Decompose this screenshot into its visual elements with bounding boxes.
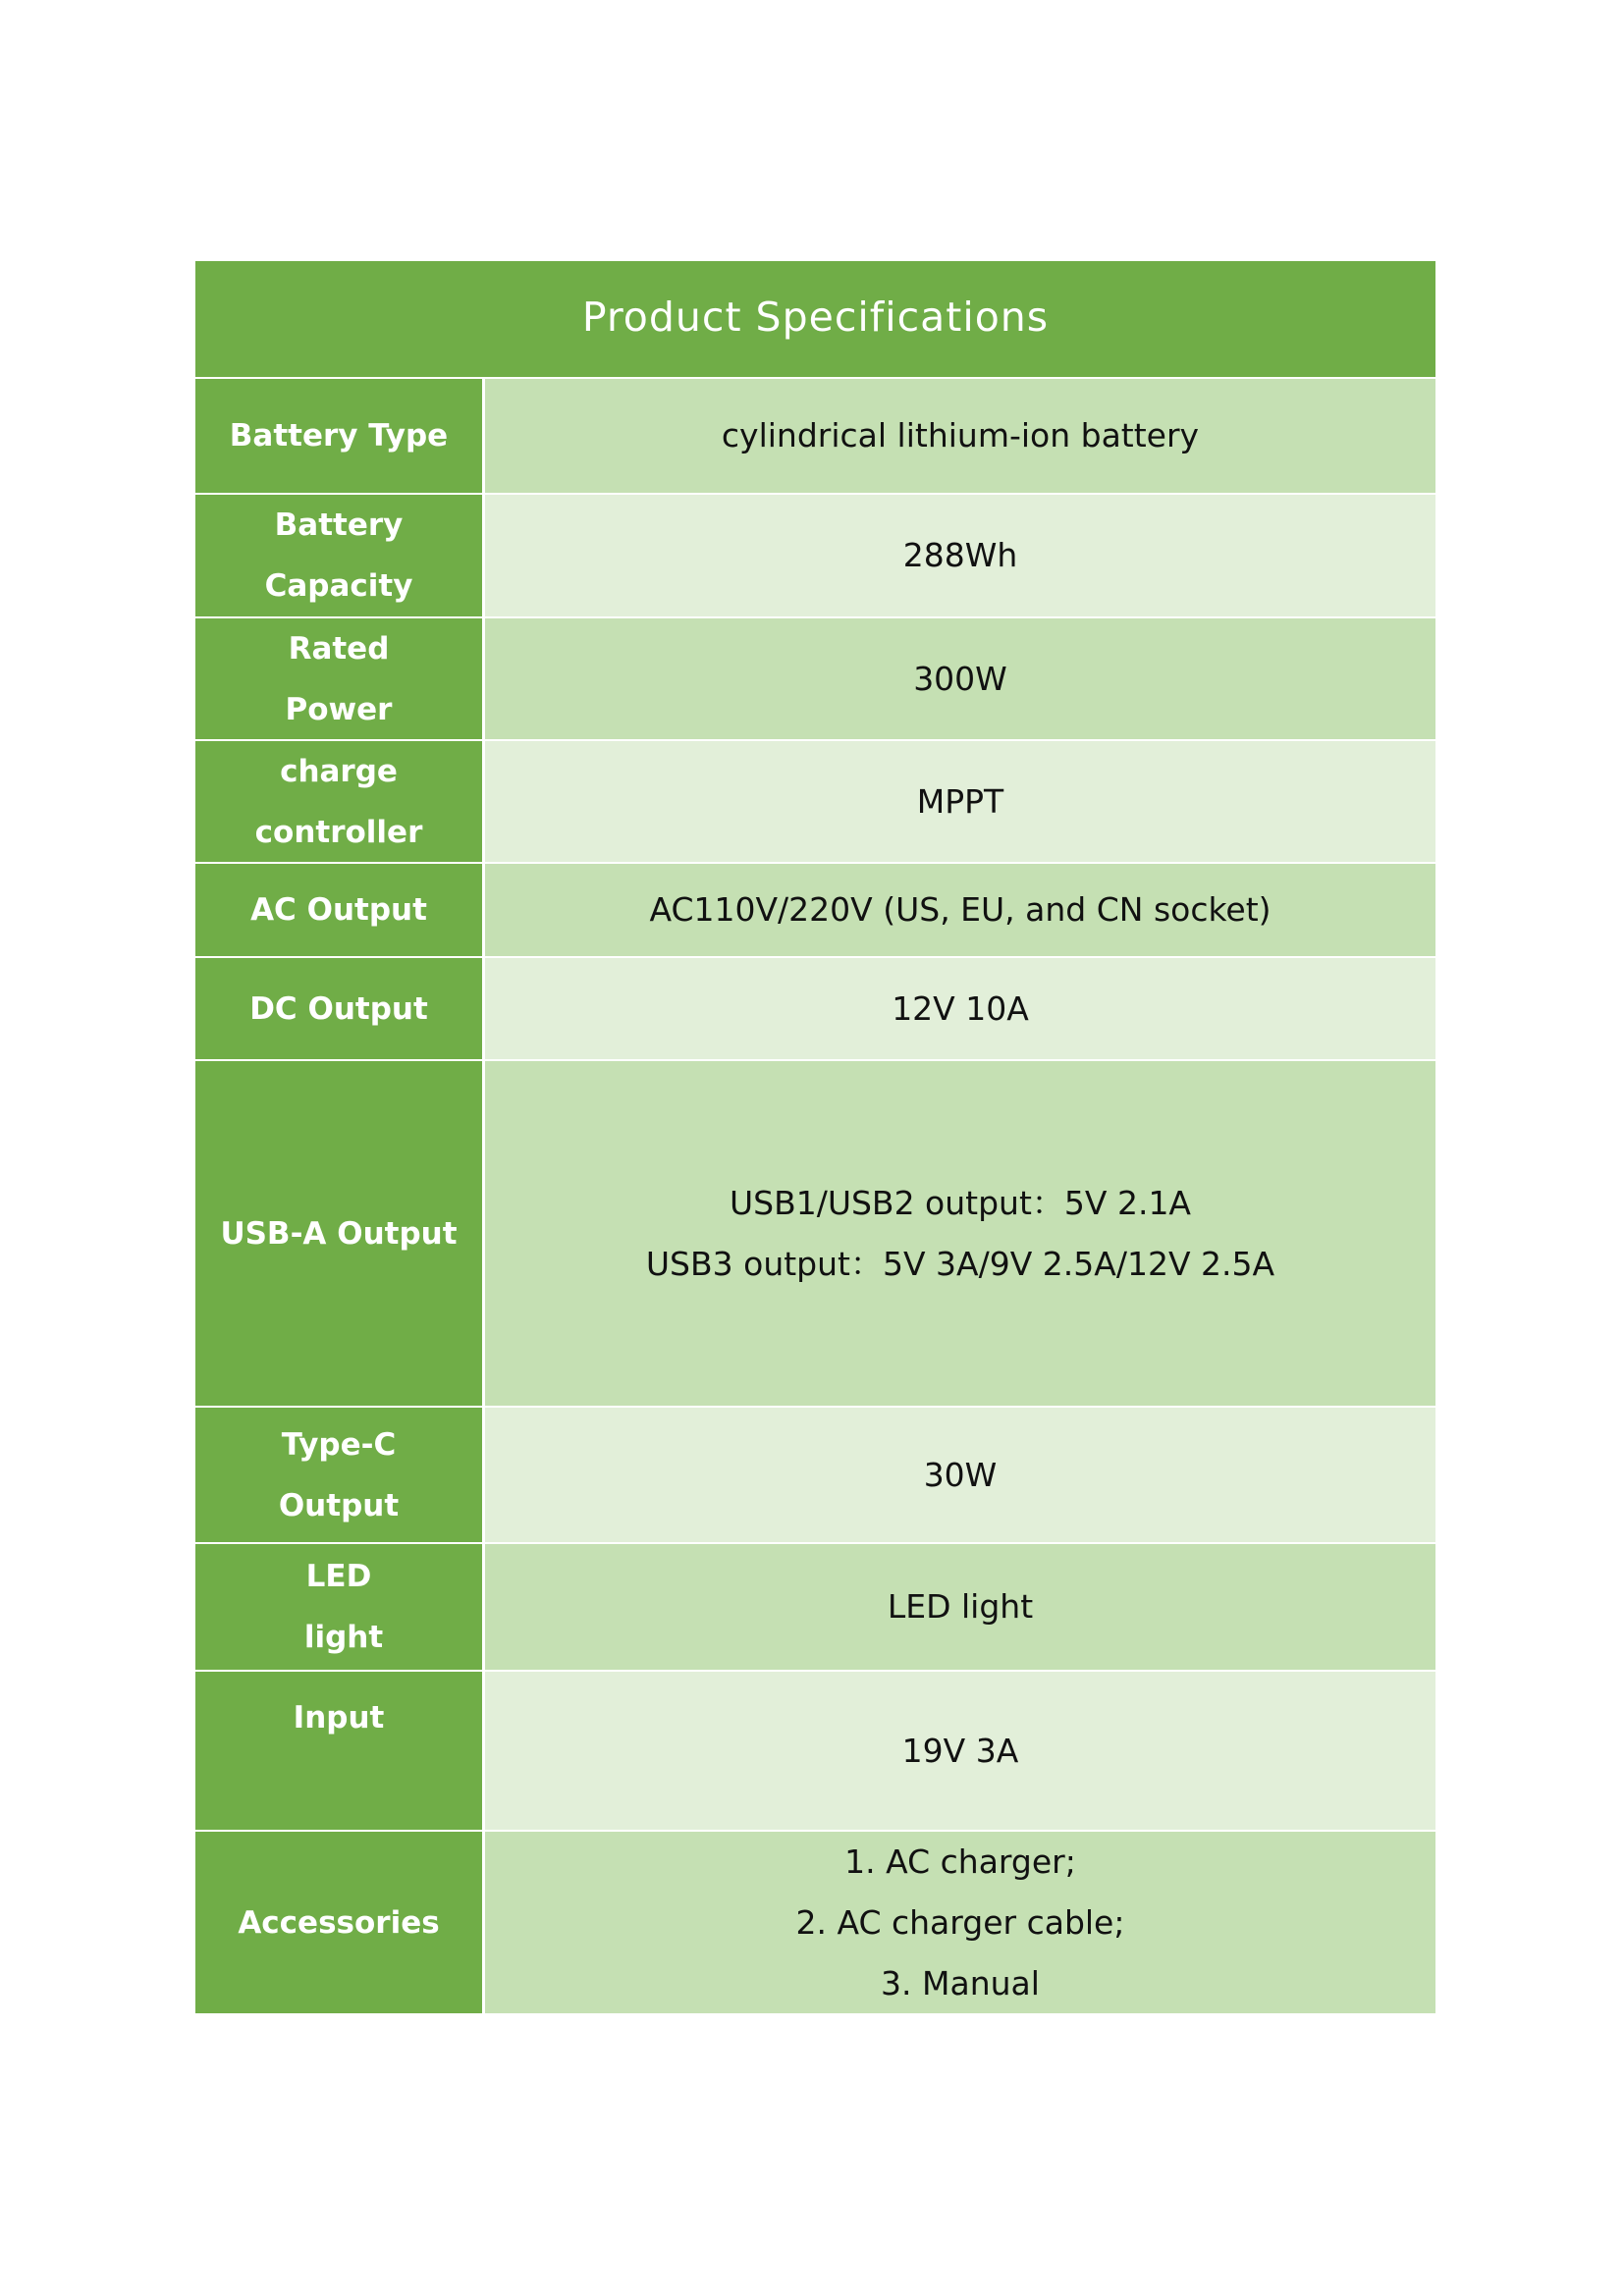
- label-line: Battery Type: [229, 418, 449, 454]
- spec-label-input: [195, 1672, 482, 1830]
- label-line: Rated: [288, 630, 390, 667]
- product-specifications-table: [195, 261, 1435, 2013]
- value-line: USB3 output：5V 3A/9V 2.5A/12V 2.5A: [645, 1244, 1275, 1283]
- value-line: 19V 3A: [901, 1731, 1019, 1770]
- label-line: AC Output: [250, 892, 427, 928]
- label-line: charge: [280, 753, 398, 789]
- spec-value-battery-type: [485, 379, 1435, 493]
- spec-value-input: [485, 1672, 1435, 1830]
- table-title: Product Specifications: [195, 261, 1435, 377]
- spec-label-charge-controller: [195, 741, 482, 862]
- spec-value-rated-power: [485, 618, 1435, 739]
- value-line: 2. AC charger cable;: [795, 1902, 1125, 1942]
- label-line: DC Output: [249, 990, 428, 1027]
- spec-label-usb-a-output: [195, 1061, 482, 1406]
- label-line: LED: [305, 1559, 372, 1594]
- value-line: USB1/USB2 output：5V 2.1A: [729, 1183, 1192, 1222]
- label-line: Capacity: [264, 568, 413, 604]
- spec-label-rated-power: [195, 618, 482, 739]
- value-line: 12V 10A: [892, 988, 1029, 1028]
- spec-label-led-light: [195, 1544, 482, 1670]
- spec-label-battery-type: [195, 379, 482, 493]
- spec-value-charge-controller: [485, 741, 1435, 862]
- spec-value-ac-output: [485, 864, 1435, 956]
- label-line: Input: [293, 1700, 385, 1735]
- label-line: Output: [278, 1487, 400, 1523]
- label-line: Accessories: [238, 1904, 440, 1941]
- spec-value-led-light: [485, 1544, 1435, 1670]
- label-line: Type-C: [281, 1426, 397, 1463]
- spec-value-battery-capacity: [485, 495, 1435, 616]
- spec-value-usb-a-output: [485, 1061, 1435, 1406]
- spec-label-dc-output: [195, 958, 482, 1059]
- spec-label-battery-capacity: [195, 495, 482, 616]
- label-line: light: [303, 1620, 384, 1655]
- value-line: 30W: [923, 1455, 998, 1494]
- spec-label-accessories: [195, 1832, 482, 2013]
- value-line: 288Wh: [902, 536, 1018, 574]
- spec-value-dc-output: [485, 958, 1435, 1059]
- spec-label-ac-output: [195, 864, 482, 956]
- label-line: Battery: [274, 507, 404, 543]
- spec-label-type-c-output: [195, 1408, 482, 1542]
- value-line: 1. AC charger;: [844, 1842, 1076, 1881]
- spec-value-accessories: [485, 1832, 1435, 2013]
- value-line: 300W: [913, 659, 1007, 698]
- value-line: 3. Manual: [881, 1963, 1040, 2002]
- value-line: LED light: [887, 1587, 1034, 1626]
- value-line: cylindrical lithium-ion battery: [721, 416, 1200, 454]
- label-line: Power: [285, 691, 393, 727]
- label-line: USB-A Output: [220, 1215, 458, 1252]
- value-line: MPPT: [916, 781, 1004, 821]
- spec-value-type-c-output: [485, 1408, 1435, 1542]
- label-line: controller: [254, 814, 423, 850]
- value-line: AC110V/220V (US, EU, and CN socket): [649, 890, 1272, 929]
